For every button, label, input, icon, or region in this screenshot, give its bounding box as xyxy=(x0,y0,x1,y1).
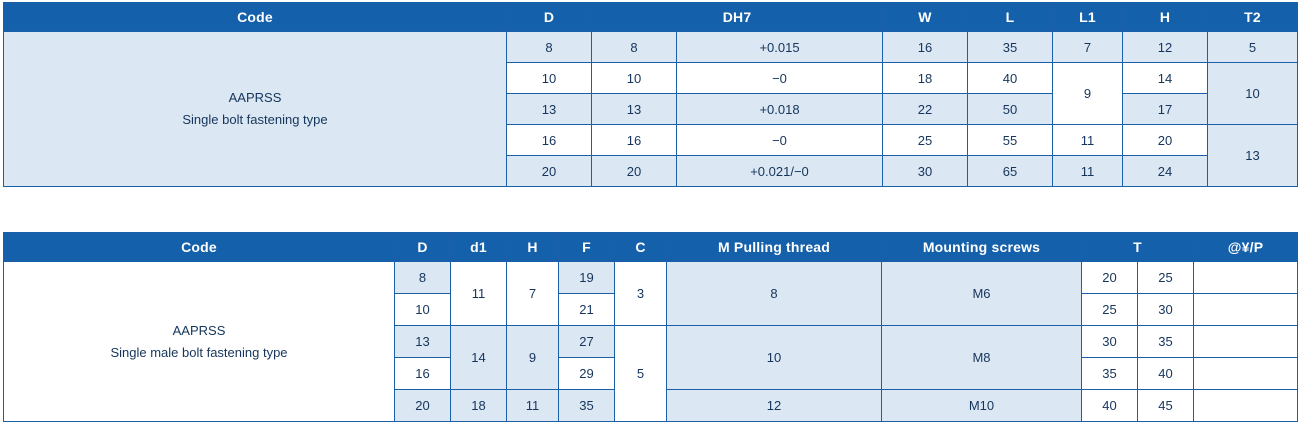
cell-l1: 7 xyxy=(1053,32,1123,63)
cell-l: 55 xyxy=(968,125,1053,156)
cell-price xyxy=(1194,390,1298,422)
cell-d: 20 xyxy=(507,156,592,187)
column-header-d: D xyxy=(507,3,592,32)
column-header-h: H xyxy=(507,233,559,262)
cell-d: 10 xyxy=(395,294,451,326)
cell-m-pulling-thread: 8 xyxy=(667,262,882,326)
column-header-f: F xyxy=(559,233,615,262)
cell-d: 20 xyxy=(395,390,451,422)
cell-f: 21 xyxy=(559,294,615,326)
cell-w: 30 xyxy=(883,156,968,187)
cell-price xyxy=(1194,358,1298,390)
code-cell xyxy=(4,32,507,187)
spec-table-single-male-bolt xyxy=(3,232,1298,422)
cell-t-max: 30 xyxy=(1138,294,1194,326)
cell-h: 12 xyxy=(1123,32,1208,63)
cell-t-max: 45 xyxy=(1138,390,1194,422)
cell-dh7-tolerance: −0 xyxy=(677,63,883,94)
table-row xyxy=(4,32,1298,63)
cell-mounting-screws: M8 xyxy=(882,326,1082,390)
cell-l: 35 xyxy=(968,32,1053,63)
cell-m-pulling-thread: 10 xyxy=(667,326,882,390)
cell-t-max: 40 xyxy=(1138,358,1194,390)
cell-h: 11 xyxy=(507,390,559,422)
code-label-secondary: Single male bolt fastening type xyxy=(110,344,288,360)
cell-d: 10 xyxy=(507,63,592,94)
cell-t-min: 35 xyxy=(1082,358,1138,390)
cell-f: 29 xyxy=(559,358,615,390)
column-header-price: @¥/P xyxy=(1194,233,1298,262)
cell-l: 65 xyxy=(968,156,1053,187)
cell-price xyxy=(1194,262,1298,294)
cell-m-pulling-thread: 12 xyxy=(667,390,882,422)
cell-d: 13 xyxy=(507,94,592,125)
cell-h: 20 xyxy=(1123,125,1208,156)
cell-d1: 18 xyxy=(451,390,507,422)
cell-dh7-tolerance: +0.018 xyxy=(677,94,883,125)
cell-dh7-nominal: 8 xyxy=(592,32,677,63)
cell-w: 25 xyxy=(883,125,968,156)
cell-t2: 13 xyxy=(1208,125,1298,187)
table-row xyxy=(4,262,1298,294)
cell-w: 16 xyxy=(883,32,968,63)
column-header-t: T xyxy=(1082,233,1194,262)
cell-f: 27 xyxy=(559,326,615,358)
cell-dh7-tolerance: −0 xyxy=(677,125,883,156)
cell-f: 35 xyxy=(559,390,615,422)
cell-dh7-nominal: 20 xyxy=(592,156,677,187)
cell-l1: 11 xyxy=(1053,156,1123,187)
cell-dh7-tolerance: +0.021/−0 xyxy=(677,156,883,187)
column-header-dh7: DH7 xyxy=(592,3,883,32)
cell-dh7-nominal: 13 xyxy=(592,94,677,125)
cell-t-max: 35 xyxy=(1138,326,1194,358)
cell-dh7-nominal: 16 xyxy=(592,125,677,156)
spec-table-single-bolt xyxy=(3,2,1298,187)
cell-h: 24 xyxy=(1123,156,1208,187)
column-header-d: D xyxy=(395,233,451,262)
cell-w: 18 xyxy=(883,63,968,94)
cell-t2: 5 xyxy=(1208,32,1298,63)
code-cell xyxy=(4,262,395,422)
cell-h: 14 xyxy=(1123,63,1208,94)
cell-dh7-tolerance: +0.015 xyxy=(677,32,883,63)
cell-l: 50 xyxy=(968,94,1053,125)
cell-h: 7 xyxy=(507,262,559,326)
column-header-d1: d1 xyxy=(451,233,507,262)
column-header-w: W xyxy=(883,3,968,32)
cell-t2: 10 xyxy=(1208,63,1298,125)
cell-mounting-screws: M6 xyxy=(882,262,1082,326)
cell-l1: 9 xyxy=(1053,63,1123,125)
column-header-mounting-screws: Mounting screws xyxy=(882,233,1082,262)
column-header-code: Code xyxy=(4,3,507,32)
cell-t-min: 30 xyxy=(1082,326,1138,358)
cell-d1: 11 xyxy=(451,262,507,326)
cell-d1: 14 xyxy=(451,326,507,390)
cell-d: 16 xyxy=(507,125,592,156)
cell-l: 40 xyxy=(968,63,1053,94)
column-header-h: H xyxy=(1123,3,1208,32)
cell-t-min: 25 xyxy=(1082,294,1138,326)
column-header-code: Code xyxy=(4,233,395,262)
table-header-row xyxy=(4,233,1298,262)
cell-d: 16 xyxy=(395,358,451,390)
cell-t-min: 20 xyxy=(1082,262,1138,294)
cell-c: 3 xyxy=(615,262,667,326)
cell-t-max: 25 xyxy=(1138,262,1194,294)
cell-d: 8 xyxy=(395,262,451,294)
code-label-secondary: Single bolt fastening type xyxy=(182,112,328,127)
cell-d: 8 xyxy=(507,32,592,63)
cell-c: 5 xyxy=(615,326,667,422)
column-header-l1: L1 xyxy=(1053,3,1123,32)
cell-d: 13 xyxy=(395,326,451,358)
cell-h: 9 xyxy=(507,326,559,390)
cell-f: 19 xyxy=(559,262,615,294)
column-header-m-pulling-thread: M Pulling thread xyxy=(667,233,882,262)
column-header-c: C xyxy=(615,233,667,262)
cell-mounting-screws: M10 xyxy=(882,390,1082,422)
cell-h: 17 xyxy=(1123,94,1208,125)
cell-dh7-nominal: 10 xyxy=(592,63,677,94)
code-label-primary: AAPRSS xyxy=(172,322,226,338)
cell-w: 22 xyxy=(883,94,968,125)
code-label-primary: AAPRSS xyxy=(228,90,282,105)
cell-l1: 11 xyxy=(1053,125,1123,156)
column-header-l: L xyxy=(968,3,1053,32)
column-header-t2: T2 xyxy=(1208,3,1298,32)
table-header-row xyxy=(4,3,1298,32)
cell-t-min: 40 xyxy=(1082,390,1138,422)
cell-price xyxy=(1194,294,1298,326)
cell-price xyxy=(1194,326,1298,358)
